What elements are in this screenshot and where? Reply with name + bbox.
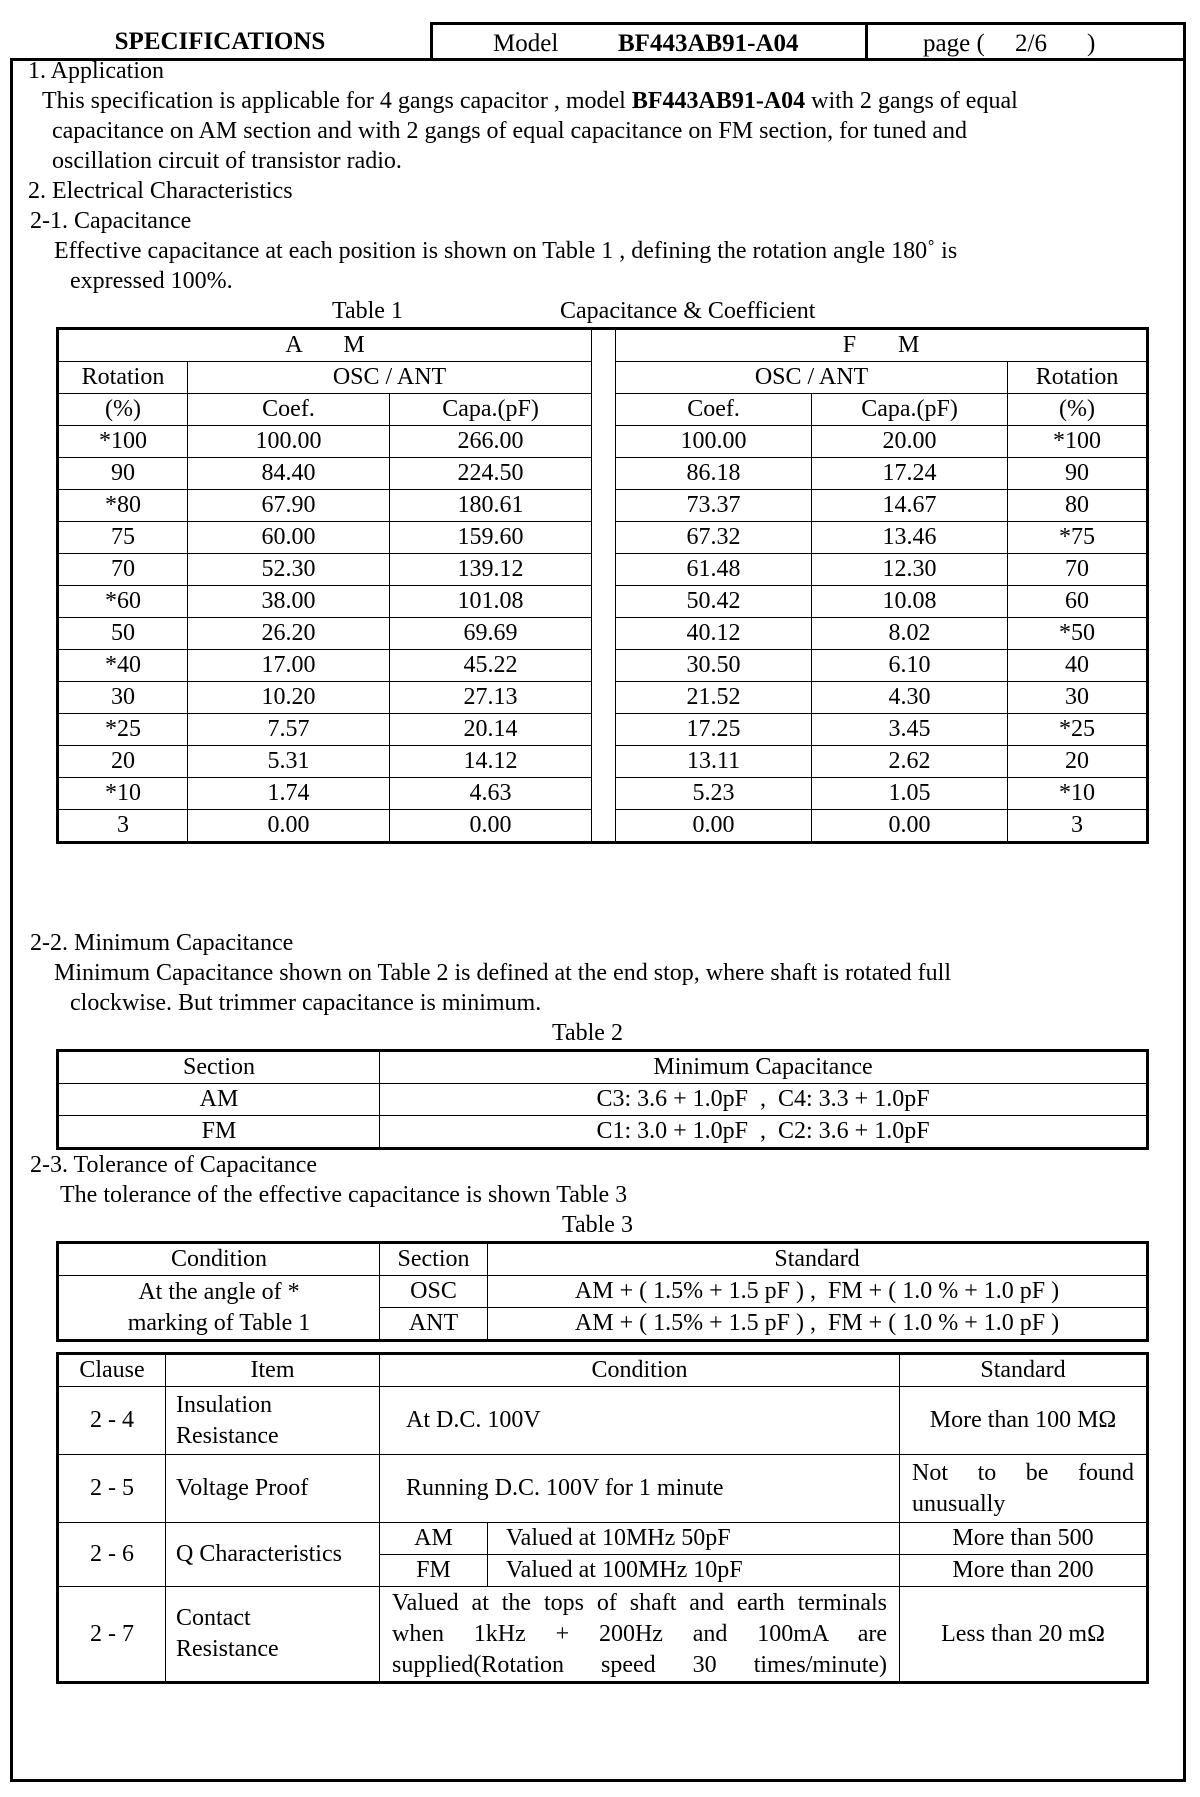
capacitance-table: [56, 327, 1149, 844]
table-row: 2 - 5 Voltage Proof Running D.C. 100V for 1 minute Not to be found unusually: [58, 1455, 1148, 1523]
doc-title: SPECIFICATIONS: [114, 28, 326, 55]
table1-title: Capacitance & Coefficient: [560, 298, 816, 324]
model-box: [430, 22, 868, 58]
capacitance-heading: 2-1. Capacitance: [30, 208, 192, 234]
page-label: page (: [923, 30, 985, 57]
am-header: A M: [58, 329, 592, 362]
spec-page: [10, 22, 1186, 1782]
table2-section-header: Section: [58, 1051, 380, 1084]
table-row: 90 84.40 224.50 86.18 17.24 90: [58, 458, 1148, 490]
table1-header-row-1: [58, 329, 1148, 362]
fm-rotation-header: Rotation: [1008, 362, 1148, 394]
table3-caption: Table 3: [562, 1212, 633, 1238]
table-row: *100 100.00 266.00 100.00 20.00 *100: [58, 426, 1148, 458]
table-row: 30 10.20 27.13 21.52 4.30 30: [58, 682, 1148, 714]
table-row: *60 38.00 101.08 50.42 10.08 60: [58, 586, 1148, 618]
model-value: BF443AB91-A04: [618, 30, 799, 57]
application-line-1: This specification is applicable for 4 gangs capacitor , model BF443AB91-A04 with 2 gangs of equal: [42, 88, 1018, 114]
table2-caption: Table 2: [552, 1020, 623, 1046]
min-capacitance-line-1: Minimum Capacitance shown on Table 2 is defined at the end stop, where shaft is rotated full: [54, 960, 951, 986]
table3-condition: At the angle of * marking of Table 1: [58, 1276, 380, 1341]
min-capacitance-heading: 2-2. Minimum Capacitance: [30, 930, 294, 956]
table-row: 3 0.00 0.00 0.00 0.00 3: [58, 810, 1148, 843]
model-label: Model: [493, 30, 559, 57]
application-model: BF443AB91-A04: [631, 88, 806, 114]
capacitance-line-2: expressed 100%.: [70, 268, 233, 294]
section-electrical-heading: 2. Electrical Characteristics: [28, 178, 293, 204]
application-line-2: capacitance on AM section and with 2 gangs of equal capacitance on FM section, for tuned and: [52, 118, 968, 144]
fm-coef-header: Coef.: [616, 394, 812, 426]
table3-section-header: Section: [380, 1243, 488, 1276]
capacitance-line-1: Effective capacitance at each position is shown on Table 1 , defining the rotation angle 180˚ is: [54, 238, 958, 264]
section-application-heading: 1. Application: [28, 58, 164, 84]
table4-header-row: [58, 1354, 1148, 1387]
table4-item-header: Item: [166, 1354, 380, 1387]
am-osc-ant-header: OSC / ANT: [188, 362, 592, 394]
table-row: *25 7.57 20.14 17.25 3.45 *25: [58, 714, 1148, 746]
characteristics-table: [56, 1352, 1149, 1684]
table3-condition-header: Condition: [58, 1243, 380, 1276]
am-capa-header: Capa.(pF): [390, 394, 592, 426]
application-line-3: oscillation circuit of transistor radio.: [52, 148, 402, 174]
page-close: ): [1087, 30, 1096, 57]
am-rotation-header: Rotation: [58, 362, 188, 394]
tolerance-heading: 2-3. Tolerance of Capacitance: [30, 1152, 318, 1178]
fm-header: F M: [616, 329, 1148, 362]
table-row: 20 5.31 14.12 13.11 2.62 20: [58, 746, 1148, 778]
table-row: 2 - 4 Insulation Resistance At D.C. 100V More than 100 MΩ: [58, 1387, 1148, 1455]
table-row: At the angle of * marking of Table 1 OSC AM + ( 1.5% + 1.5 pF ) , FM + ( 1.0 % + 1.0 pF ): [58, 1276, 1148, 1308]
fm-capa-header: Capa.(pF): [812, 394, 1008, 426]
table2-min-header: Minimum Capacitance: [380, 1051, 1148, 1084]
table4-clause-header: Clause: [58, 1354, 166, 1387]
table1-caption: Table 1: [332, 298, 403, 324]
table-row: ANT AM + ( 1.5% + 1.5 pF ) , FM + ( 1.0 % + 1.0 pF ): [58, 1308, 1148, 1341]
page-box: [865, 22, 1186, 58]
min-capacitance-table: [56, 1049, 1149, 1150]
table-row: 75 60.00 159.60 67.32 13.46 *75: [58, 522, 1148, 554]
table-row: AM C3: 3.6 + 1.0pF , C4: 3.3 + 1.0pF: [58, 1084, 1148, 1116]
fm-osc-ant-header: OSC / ANT: [616, 362, 1008, 394]
page-number: 2/6: [1015, 30, 1047, 57]
table-divider: [592, 329, 616, 843]
table-row: 50 26.20 69.69 40.12 8.02 *50: [58, 618, 1148, 650]
tolerance-line-1: The tolerance of the effective capacitance is shown Table 3: [60, 1182, 628, 1208]
table-row: FM Valued at 100MHz 10pF More than 200: [58, 1555, 1148, 1587]
table-row: FM C1: 3.0 + 1.0pF , C2: 3.6 + 1.0pF: [58, 1116, 1148, 1149]
min-capacitance-line-2: clockwise. But trimmer capacitance is minimum.: [70, 990, 542, 1016]
table4-standard-header: Standard: [900, 1354, 1148, 1387]
table-row: 2 - 7 Contact Resistance Valued at the tops of shaft and earth terminals when 1kHz + 200Hz and 100mA are supplied(Rotation speed 30 times/minute) Less than 20 mΩ: [58, 1587, 1148, 1683]
table4-condition-header: Condition: [380, 1354, 900, 1387]
table-row: *80 67.90 180.61 73.37 14.67 80: [58, 490, 1148, 522]
header: [10, 22, 1186, 58]
table2-header-row: [58, 1051, 1148, 1084]
table3-standard-header: Standard: [488, 1243, 1148, 1276]
table-row: 70 52.30 139.12 61.48 12.30 70: [58, 554, 1148, 586]
tolerance-table: [56, 1241, 1149, 1342]
table-row: *10 1.74 4.63 5.23 1.05 *10: [58, 778, 1148, 810]
table-row: 2 - 6 Q Characteristics AM Valued at 10MHz 50pF More than 500: [58, 1523, 1148, 1555]
fm-pct-header: (%): [1008, 394, 1148, 426]
am-coef-header: Coef.: [188, 394, 390, 426]
table-row: *40 17.00 45.22 30.50 6.10 40: [58, 650, 1148, 682]
am-pct-header: (%): [58, 394, 188, 426]
table3-header-row: [58, 1243, 1148, 1276]
